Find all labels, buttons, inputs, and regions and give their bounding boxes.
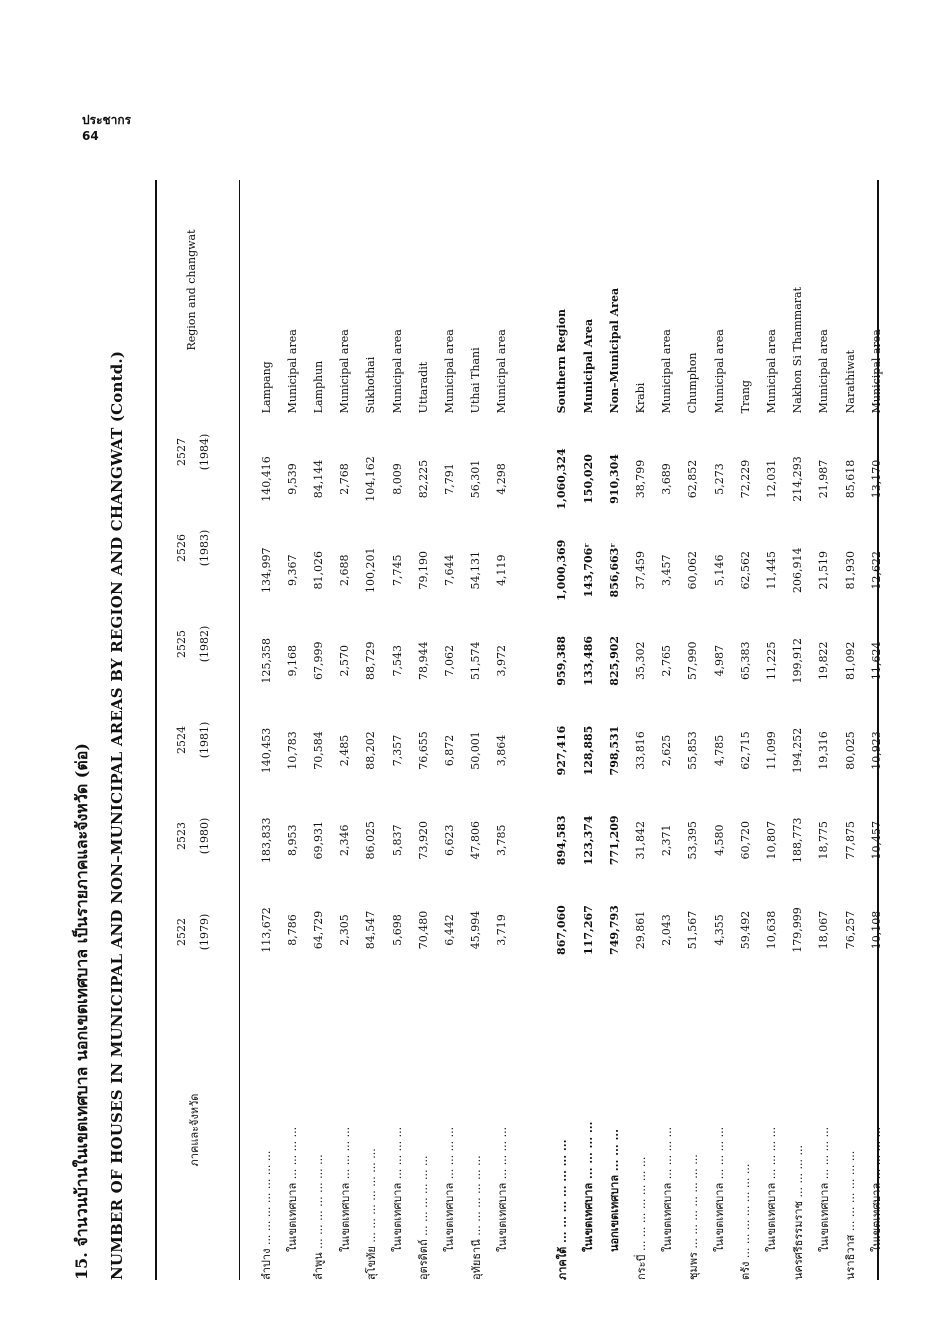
- cell-value: 10,457: [869, 821, 883, 860]
- row-label-thai: นอกเขตเทศบาล ... ... ...: [608, 1128, 622, 1252]
- cell-value: 4,987: [712, 645, 726, 677]
- row-label-english: Lampang: [259, 361, 273, 414]
- cell-value: 894,583: [555, 815, 569, 866]
- cell-value: 11,624: [869, 641, 883, 681]
- cell-value: 3,864: [495, 734, 509, 767]
- cell-value: 5,837: [390, 824, 404, 857]
- cell-value: 69,931: [311, 821, 325, 860]
- row-label-thai: ในเขตเทศบาล ... ... ... ...: [443, 1126, 457, 1252]
- row-label-english: Sukhothai: [364, 356, 378, 414]
- table-row: [575, 180, 601, 1280]
- cell-value: 55,853: [686, 731, 700, 770]
- cell-value: 72,229: [738, 459, 752, 499]
- cell-value: 3,785: [495, 824, 509, 857]
- table-row: [463, 180, 489, 1280]
- cell-value: 188,773: [791, 817, 805, 864]
- table-row: [627, 180, 653, 1280]
- cell-value: 10,108: [869, 910, 883, 950]
- cell-value: 7,543: [390, 645, 404, 677]
- page-number: 64: [82, 129, 99, 143]
- table-row: [436, 180, 462, 1280]
- cell-value: 62,852: [686, 459, 700, 499]
- row-label-english: Narathiwat: [843, 349, 857, 414]
- cell-value: 771,209: [607, 815, 621, 866]
- cell-value: 11,225: [764, 641, 778, 681]
- cell-value: 76,257: [843, 910, 857, 950]
- cell-value: 84,144: [311, 459, 325, 499]
- year-th: 2527: [175, 438, 188, 466]
- cell-value: 7,745: [390, 554, 404, 587]
- cell-value: 45,994: [469, 910, 483, 950]
- cell-value: 206,914: [791, 547, 805, 594]
- cell-value: 133,486: [581, 635, 595, 686]
- cell-value: 57,990: [686, 641, 700, 681]
- spacer-row: [515, 180, 549, 1280]
- cell-value: 2,570: [338, 645, 352, 677]
- column-header: [157, 180, 240, 1280]
- column-header-year: [175, 500, 211, 596]
- cell-value: 140,453: [259, 727, 273, 774]
- cell-value: 2,305: [338, 914, 352, 946]
- cell-value: 2,485: [338, 734, 352, 767]
- table-row: [863, 180, 889, 1280]
- cell-value: 7,791: [442, 463, 456, 495]
- table-row: [758, 180, 784, 1280]
- row-label-thai: ตรัง ... ... ... ... ... ... ...: [739, 1163, 753, 1280]
- cell-value: 104,162: [364, 456, 378, 502]
- cell-value: 2,346: [338, 824, 352, 857]
- cell-value: 60,720: [738, 821, 752, 860]
- cell-value: 3,689: [660, 463, 674, 495]
- row-label-thai: ในเขตเทศบาล ... ... ... ...: [660, 1126, 674, 1252]
- cell-value: 50,001: [469, 731, 483, 770]
- row-label-english: Municipal area: [869, 329, 883, 414]
- year-th: 2525: [175, 630, 188, 658]
- cell-value: 798,531: [607, 725, 621, 776]
- row-label-thai: นราธิวาส ... ... ... ... ... ...: [844, 1150, 858, 1280]
- year-th: 2523: [175, 822, 188, 850]
- cell-value: 13,170: [869, 459, 883, 499]
- cell-value: 3,457: [660, 554, 674, 587]
- row-label-english: Trang: [738, 380, 752, 414]
- table-row: [384, 180, 410, 1280]
- cell-value: 73,920: [416, 821, 430, 860]
- cell-value: 179,999: [791, 907, 805, 953]
- cell-value: 76,655: [416, 731, 430, 770]
- cell-value: 2,768: [338, 463, 352, 495]
- cell-value: 81,026: [311, 551, 325, 590]
- cell-value: 7,357: [390, 734, 404, 767]
- cell-value: 65,383: [738, 641, 752, 681]
- year-th: 2524: [175, 726, 188, 754]
- houses-table: [253, 180, 889, 1280]
- row-label-english: Krabi: [634, 382, 648, 414]
- cell-value: 7,062: [442, 645, 456, 677]
- cell-value: 85,618: [843, 459, 857, 499]
- cell-value: 79,190: [416, 551, 430, 590]
- year-ad: (1982): [198, 625, 211, 663]
- cell-value: 183,833: [259, 817, 273, 864]
- row-label-english: Uttaradit: [416, 361, 430, 414]
- cell-value: 8,786: [285, 914, 299, 946]
- data-table-frame: [155, 180, 884, 1280]
- cell-value: 140,416: [259, 456, 273, 502]
- cell-value: 2,043: [660, 914, 674, 946]
- table-row: [785, 180, 811, 1280]
- row-label-thai: ในเขตเทศบาล ... ... ... ...: [391, 1126, 405, 1252]
- table-row: [680, 180, 706, 1280]
- row-label-english: Municipal area: [390, 329, 404, 414]
- cell-value: 86,025: [364, 821, 378, 860]
- cell-value: 70,584: [311, 731, 325, 770]
- column-header-year: [175, 884, 211, 980]
- row-label-thai: ในเขตเทศบาล ... ... ... ...: [495, 1126, 509, 1252]
- cell-value: 51,574: [469, 641, 483, 681]
- row-label-english: Municipal area: [660, 329, 674, 414]
- cell-value: 1,000,369: [555, 539, 569, 601]
- row-label-english: Municipal area: [338, 329, 352, 414]
- cell-value: 150,020: [581, 454, 595, 504]
- cell-value: 100,201: [364, 547, 378, 594]
- cell-value: 3,719: [495, 914, 509, 946]
- cell-value: 35,302: [634, 641, 648, 681]
- row-label-thai: สุโขทัย ... ... ... ... ... ... ...: [364, 1148, 378, 1280]
- year-ad: (1979): [198, 913, 211, 951]
- cell-value: 11,099: [764, 731, 778, 770]
- row-label-thai: กระบี่ ... ... ... ... ... ... ...: [634, 1156, 648, 1280]
- table-row: [654, 180, 680, 1280]
- section-name: ประชากร: [82, 113, 132, 127]
- cell-value: 62,562: [738, 551, 752, 590]
- row-label-thai: ลำพูน ... ... ... ... ... ... ...: [312, 1154, 326, 1280]
- cell-value: 10,783: [285, 731, 299, 770]
- cell-value: 867,060: [555, 905, 569, 955]
- cell-value: 31,842: [634, 821, 648, 860]
- cell-value: 80,025: [843, 731, 857, 770]
- cell-value: 21,987: [817, 459, 831, 499]
- cell-value: 8,009: [390, 463, 404, 495]
- cell-value: 56,301: [469, 459, 483, 499]
- cell-value: 749,793: [607, 905, 621, 955]
- row-label-english: Municipal area: [285, 329, 299, 414]
- table-title-english: NUMBER OF HOUSES IN MUNICIPAL AND NON–MUNICIPAL AREAS BY REGION AND CHANGWAT (Contd.): [108, 350, 126, 1280]
- year-th: 2526: [175, 534, 188, 562]
- cell-value: 10,807: [764, 821, 778, 860]
- row-label-thai: ชุมพร ... ... ... ... ... ... ...: [686, 1154, 700, 1280]
- cell-value: 54,131: [469, 551, 483, 590]
- row-label-thai: ภาคใต้ ... ... ... ... ... ... ...: [555, 1139, 569, 1280]
- cell-value: 33,816: [634, 731, 648, 770]
- cell-value: 10,638: [764, 910, 778, 950]
- cell-value: 927,416: [555, 725, 569, 776]
- row-label-thai: ในเขตเทศบาล ... ... ... ...: [582, 1121, 596, 1252]
- table-row: [332, 180, 358, 1280]
- row-label-english: Lamphun: [311, 360, 325, 414]
- cell-value: 3,972: [495, 645, 509, 677]
- cell-value: 6,623: [442, 824, 456, 857]
- column-header-year: [175, 692, 211, 788]
- table-row: [837, 180, 863, 1280]
- table-row: [489, 180, 515, 1280]
- cell-value: 53,395: [686, 821, 700, 860]
- cell-value: 47,806: [469, 821, 483, 860]
- row-label-thai: ในเขตเทศบาล ... ... ... ...: [338, 1126, 352, 1252]
- cell-value: 81,092: [843, 641, 857, 681]
- cell-value: 10,923: [869, 731, 883, 770]
- cell-value: 4,355: [712, 914, 726, 946]
- cell-value: 21,519: [817, 551, 831, 590]
- cell-value: 11,445: [764, 551, 778, 590]
- cell-value: 81,930: [843, 551, 857, 590]
- cell-value: 67,999: [311, 641, 325, 681]
- cell-value: 18,775: [817, 821, 831, 860]
- column-header-thai: ภาคและจังหวัด: [188, 1093, 201, 1167]
- rotated-table-page: [60, 150, 884, 1280]
- table-row: [549, 180, 575, 1280]
- cell-value: 825,902: [607, 635, 621, 686]
- row-label-english: Uthai Thani: [469, 347, 483, 414]
- cell-value: 60,062: [686, 551, 700, 590]
- table-row: [706, 180, 732, 1280]
- row-label-english: Municipal area: [764, 329, 778, 414]
- cell-value: 6,442: [442, 914, 456, 946]
- year-th: 2522: [175, 918, 188, 946]
- table-row: [811, 180, 837, 1280]
- cell-value: 5,698: [390, 914, 404, 946]
- cell-value: 70,480: [416, 910, 430, 950]
- row-label-english: Municipal area: [712, 329, 726, 414]
- cell-value: 19,316: [817, 731, 831, 770]
- cell-value: 59,492: [738, 910, 752, 950]
- cell-value: 64,729: [311, 910, 325, 950]
- cell-value: 37,459: [634, 551, 648, 590]
- cell-value: 9,539: [285, 463, 299, 495]
- page-header: [82, 112, 131, 144]
- cell-value: 4,119: [495, 554, 509, 587]
- year-ad: (1984): [198, 433, 211, 471]
- cell-value: 88,729: [364, 641, 378, 681]
- row-label-thai: นครศรีธรรมราช ... ... ... ...: [791, 1145, 805, 1280]
- cell-value: 214,293: [791, 456, 805, 502]
- cell-value: 1,060,324: [555, 448, 569, 510]
- cell-value: 856,663ʳ: [607, 543, 621, 598]
- row-label-thai: ในเขตเทศบาล ... ... ... ...: [817, 1126, 831, 1252]
- row-label-thai: ในเขตเทศบาล ... ... ... ...: [765, 1126, 779, 1252]
- cell-value: 38,799: [634, 459, 648, 499]
- row-label-english: Municipal area: [442, 329, 456, 414]
- cell-value: 2,688: [338, 554, 352, 587]
- table-row: [279, 180, 305, 1280]
- cell-value: 2,371: [660, 824, 674, 857]
- row-label-english: Municipal area: [495, 329, 509, 414]
- cell-value: 4,580: [712, 824, 726, 857]
- table-row: [305, 180, 331, 1280]
- year-ad: (1980): [198, 817, 211, 855]
- cell-value: 4,785: [712, 734, 726, 767]
- cell-value: 117,267: [581, 905, 595, 955]
- cell-value: 2,765: [660, 645, 674, 677]
- cell-value: 910,304: [607, 454, 621, 504]
- cell-value: 125,358: [259, 638, 273, 684]
- cell-value: 84,547: [364, 910, 378, 950]
- row-label-english: Municipal area: [817, 329, 831, 414]
- row-label-thai: ในเขตเทศบาล ... ... ... ...: [870, 1126, 884, 1252]
- cell-value: 88,202: [364, 731, 378, 770]
- table-row: [410, 180, 436, 1280]
- cell-value: 51,567: [686, 910, 700, 950]
- column-header-english: Region and changwat: [185, 229, 198, 351]
- cell-value: 18,067: [817, 910, 831, 950]
- column-header-year: [175, 788, 211, 884]
- cell-value: 62,715: [738, 731, 752, 770]
- cell-value: 6,872: [442, 734, 456, 767]
- cell-value: 78,944: [416, 641, 430, 681]
- table-row: [358, 180, 384, 1280]
- cell-value: 29,861: [634, 910, 648, 950]
- cell-value: 5,273: [712, 463, 726, 495]
- cell-value: 5,146: [712, 554, 726, 587]
- cell-value: 9,168: [285, 645, 299, 677]
- table-row: [253, 180, 279, 1280]
- cell-value: 134,997: [259, 547, 273, 594]
- row-label-english: Southern Region: [555, 309, 569, 414]
- cell-value: 8,953: [285, 824, 299, 857]
- row-label-english: Non–Municipal Area: [607, 287, 621, 414]
- row-label-thai: ในเขตเทศบาล ... ... ... ...: [286, 1126, 300, 1252]
- year-ad: (1981): [198, 721, 211, 759]
- row-label-english: Municipal Area: [581, 318, 595, 414]
- cell-value: 194,252: [791, 727, 805, 774]
- cell-value: 4,298: [495, 463, 509, 495]
- cell-value: 12,622: [869, 551, 883, 590]
- cell-value: 123,374: [581, 815, 595, 866]
- cell-value: 7,644: [442, 554, 456, 587]
- cell-value: 959,388: [555, 635, 569, 686]
- cell-value: 82,225: [416, 459, 430, 499]
- cell-value: 128,885: [581, 725, 595, 776]
- row-label-english: Chumphon: [686, 352, 700, 414]
- row-label-thai: ในเขตเทศบาล ... ... ... ...: [713, 1126, 727, 1252]
- row-label-english: Nakhon Si Thammarat: [791, 287, 805, 414]
- row-label-thai: อุตรดิตถ์ ... ... ... ... ... ...: [417, 1155, 431, 1280]
- cell-value: 77,875: [843, 821, 857, 860]
- year-ad: (1983): [198, 529, 211, 567]
- table-row: [601, 180, 627, 1280]
- table-row: [732, 180, 758, 1280]
- column-header-year: [175, 596, 211, 692]
- cell-value: 12,031: [764, 459, 778, 499]
- row-label-thai: ลำปาง ... ... ... ... ... ... ...: [260, 1150, 274, 1280]
- column-header-year: [175, 404, 211, 500]
- cell-value: 9,367: [285, 554, 299, 587]
- cell-value: 19,822: [817, 641, 831, 681]
- cell-value: 143,706ʳ: [581, 543, 595, 598]
- row-label-thai: อุทัยธานี ... ... ... ... ... ...: [469, 1155, 483, 1280]
- table-title-thai: 15. จำนวนบ้านในเขตเทศบาล นอกเขตเทศบาล เป็นรายภาคและจังหวัด (ต่อ): [72, 743, 91, 1280]
- cell-value: 2,625: [660, 734, 674, 767]
- cell-value: 113,672: [259, 907, 273, 953]
- cell-value: 199,912: [791, 638, 805, 684]
